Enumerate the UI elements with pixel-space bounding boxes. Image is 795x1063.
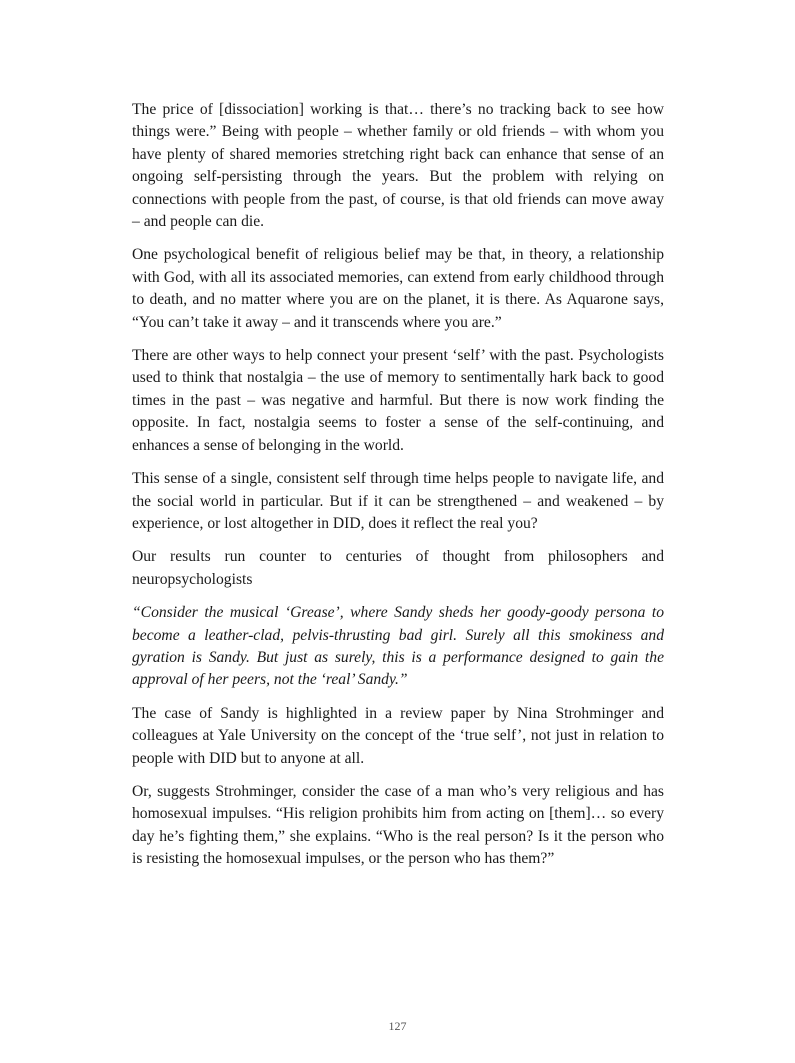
page-number: 127 [388,1019,407,1033]
paragraph-dissociation: The price of [dissociation] working is that… there’s no tracking back to see how things were.” Being with people – whether family or old friends – with whom you have plenty of shared memories stretching right back can enhance that sense of an ongoing self-persisting through the years. But the problem with relying on connections with people from the past, of course, is that old friends can move away – and people can die. [132,101,664,231]
page-body [132,99,664,882]
paragraph-consistent-self: This sense of a single, consistent self through time helps people to navigate life, and the social world in particular. But if it can be strengthened – and weakened – by experience, or lost altogether in DID, does it reflect the real you? [132,470,664,532]
paragraph-religious-belief: One psychological benefit of religious belief may be that, in theory, a relationship with God, with all its associated memories, can extend from early childhood through to death, and no matter where you are on the planet, it is there. As Aquarone says, “You can’t take it away – and it transcends where you are.” [132,246,664,331]
paragraph-strohminger: Or, suggests Strohminger, consider the case of a man who’s very religious and has homosexual impulses. “His religion prohibits him from acting on [them]… so every day he’s fighting them,” she explains. “Who is the real person? Is it the person who is resisting the homosexual impulses, or the person who has them?” [132,782,664,868]
paragraph-results: Our results run counter to centuries of thought from philosophers and neuropsychologists [132,548,664,588]
paragraph-sandy-case: The case of Sandy is highlighted in a review paper by Nina Strohminger and colleagues at Yale University on the concept of the ‘true self’, not just in relation to people with DID but to anyone at all. [132,704,664,767]
paragraph-nostalgia: There are other ways to help connect your present ‘self’ with the past. Psychologists used to think that nostalgia – the use of memory to sentimentally hark back to good times in the past – was negative and harmful. But there is now work finding the opposite. In fact, nostalgia seems to foster a sense of the self-continuing, and enhances a sense of belonging in the world. [132,347,664,454]
block-quote-grease: “Consider the musical ‘Grease’, where Sandy sheds her goody-goody persona to become a leather-clad, pelvis-thrusting bad girl. Surely all this smokiness and gyration is Sandy. But just as surely, this is a performance designed to gain the approval of her peers, not the ‘real’ Sandy.” [132,604,664,689]
